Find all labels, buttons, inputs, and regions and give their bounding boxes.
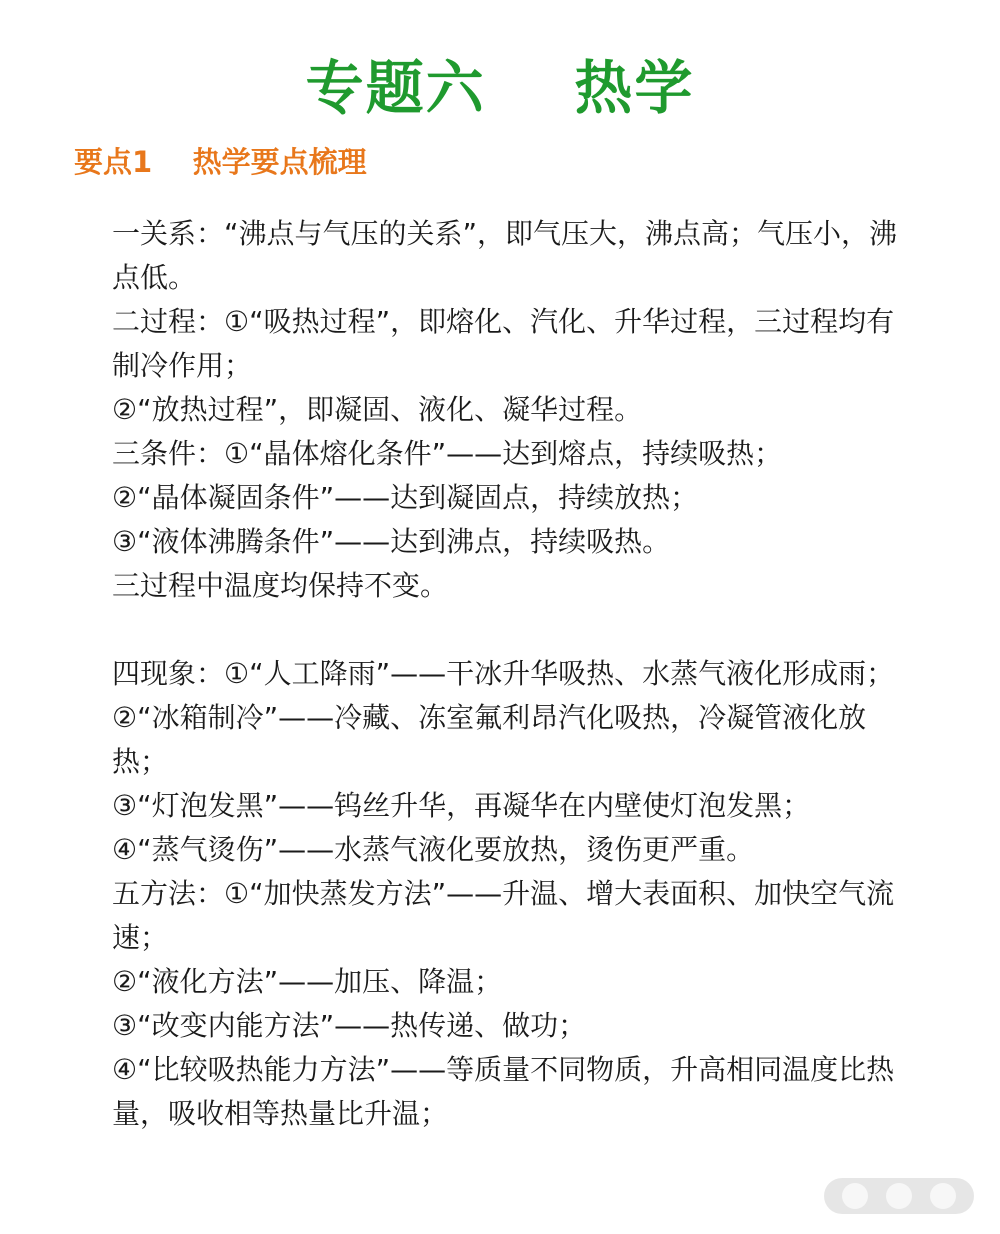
paragraph-method-1: 五方法：①“加快蒸发方法”——升温、增大表面积、加快空气流速； [112, 877, 895, 954]
paragraph-relation: 一关系：“沸点与气压的关系”，即气压大，沸点高；气压小，沸点低。 [112, 217, 898, 294]
paragraph-condition-3: ③“液体沸腾条件”——达到沸点，持续吸热。 [112, 525, 671, 558]
paragraph-condition-note: 三过程中温度均保持不变。 [112, 569, 449, 602]
paragraph-condition-1: 三条件：①“晶体熔化条件”——达到熔点，持续吸热； [112, 437, 783, 470]
paragraph-phenomenon-3: ③“灯泡发黑”——钨丝升华，再凝华在内壁使灯泡发黑； [112, 789, 811, 822]
content-body [112, 212, 922, 1136]
paragraph-condition-2: ②“晶体凝固条件”——达到凝固点，持续放热； [112, 481, 699, 514]
paragraph-process-1: 二过程：①“吸热过程”，即熔化、汽化、升华过程，三过程均有制冷作用； [112, 305, 895, 382]
dot-icon[interactable] [930, 1183, 956, 1209]
paragraph-process-2: ②“放热过程”，即凝固、液化、凝华过程。 [112, 393, 643, 426]
paragraph-method-2: ②“液化方法”——加压、降温； [112, 965, 503, 998]
paragraph-phenomenon-1: 四现象：①“人工降雨”——干冰升华吸热、水蒸气液化形成雨； [112, 657, 895, 690]
viewer-controls[interactable] [824, 1178, 974, 1214]
paragraph-phenomenon-2: ②“冰箱制冷”——冷藏、冻室氟利昂汽化吸热，冷凝管液化放热； [112, 701, 867, 778]
paragraph-method-4: ④“比较吸热能力方法”——等质量不同物质，升高相同温度比热量，吸收相等热量比升温； [112, 1053, 895, 1130]
page-title: 专题六 热学 [305, 54, 695, 122]
dot-icon[interactable] [886, 1183, 912, 1209]
paragraph-gap [112, 608, 922, 652]
section-heading: 要点1 热学要点梳理 [74, 145, 367, 179]
paragraph-phenomenon-4: ④“蒸气烫伤”——水蒸气液化要放热，烫伤更严重。 [112, 833, 755, 866]
dot-icon[interactable] [842, 1183, 868, 1209]
paragraph-method-3: ③“改变内能方法”——热传递、做功； [112, 1009, 587, 1042]
